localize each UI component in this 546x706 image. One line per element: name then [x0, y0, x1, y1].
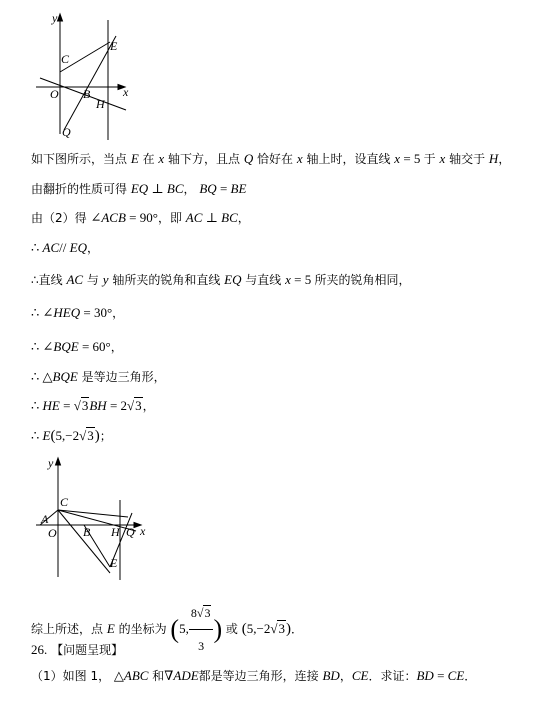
label-x: x: [140, 524, 146, 538]
solution-line-7: ∴ ∠BQE = 60°，: [31, 339, 123, 354]
label-e: E: [110, 556, 118, 570]
label-y: y: [48, 456, 54, 470]
solution-line-10: ∴ E(5,−2√3)；: [31, 428, 112, 444]
line-ca-extended: [58, 510, 136, 531]
solution-line-5: ∴直线 AC 与 y 轴所夹的锐角和直线 EQ 与直线 x = 5 所夹的锐角相同，: [31, 272, 411, 287]
solution-line-11: 综上所述，点 E 的坐标为 (5, $\frac{8√3}{3}$ ) 或 (5,−2√3)．: [31, 597, 303, 662]
solution-line-6: ∴ ∠HEQ = 30°，: [31, 305, 125, 320]
coordinate-figure-1: [28, 12, 138, 142]
problem-26-part-1: （1）如图 1， △ABC 和∇ADE都是等边三角形，连接 BD，CE．求证：BD = CE．: [31, 668, 477, 683]
label-c: C: [60, 495, 69, 509]
label-b: B: [83, 87, 91, 101]
label-h: H: [96, 97, 105, 111]
solution-line-8: ∴ △BQE 是等边三角形，: [31, 369, 166, 384]
problem-26-heading: 26. 【问题呈现】: [31, 642, 124, 657]
segment-ce: [58, 510, 110, 573]
solution-line-4: ∴ AC// EQ，: [31, 240, 99, 255]
y-axis-arrow: [56, 458, 61, 465]
label-e: E: [110, 39, 118, 53]
label-b: B: [83, 525, 91, 539]
label-q: Q: [126, 525, 135, 539]
solution-line-2: 由翻折的性质可得 EQ ⊥ BC， BQ = BE: [31, 181, 247, 196]
y-axis-arrow: [58, 14, 63, 21]
label-o: O: [50, 87, 59, 101]
coordinate-figure-2: [28, 455, 158, 585]
label-x: x: [123, 85, 129, 99]
solution-line-3: 由（2）得 ∠ACB = 90°，即 AC ⊥ BC，: [31, 210, 250, 225]
label-q: Q: [62, 125, 71, 139]
solution-line-1: 如下图所示，当点 E 在 x 轴下方，且点 Q 恰好在 x 轴上时，设直线 x = 5 于 x 轴交于 H，: [31, 151, 511, 166]
label-h: H: [111, 525, 120, 539]
label-y: y: [52, 12, 58, 25]
solution-line-9: ∴ HE = √3BH = 2√3，: [31, 398, 155, 413]
label-o: O: [48, 526, 57, 540]
label-a: A: [41, 512, 49, 526]
label-c: C: [61, 52, 70, 66]
segment-cq: [58, 510, 128, 517]
